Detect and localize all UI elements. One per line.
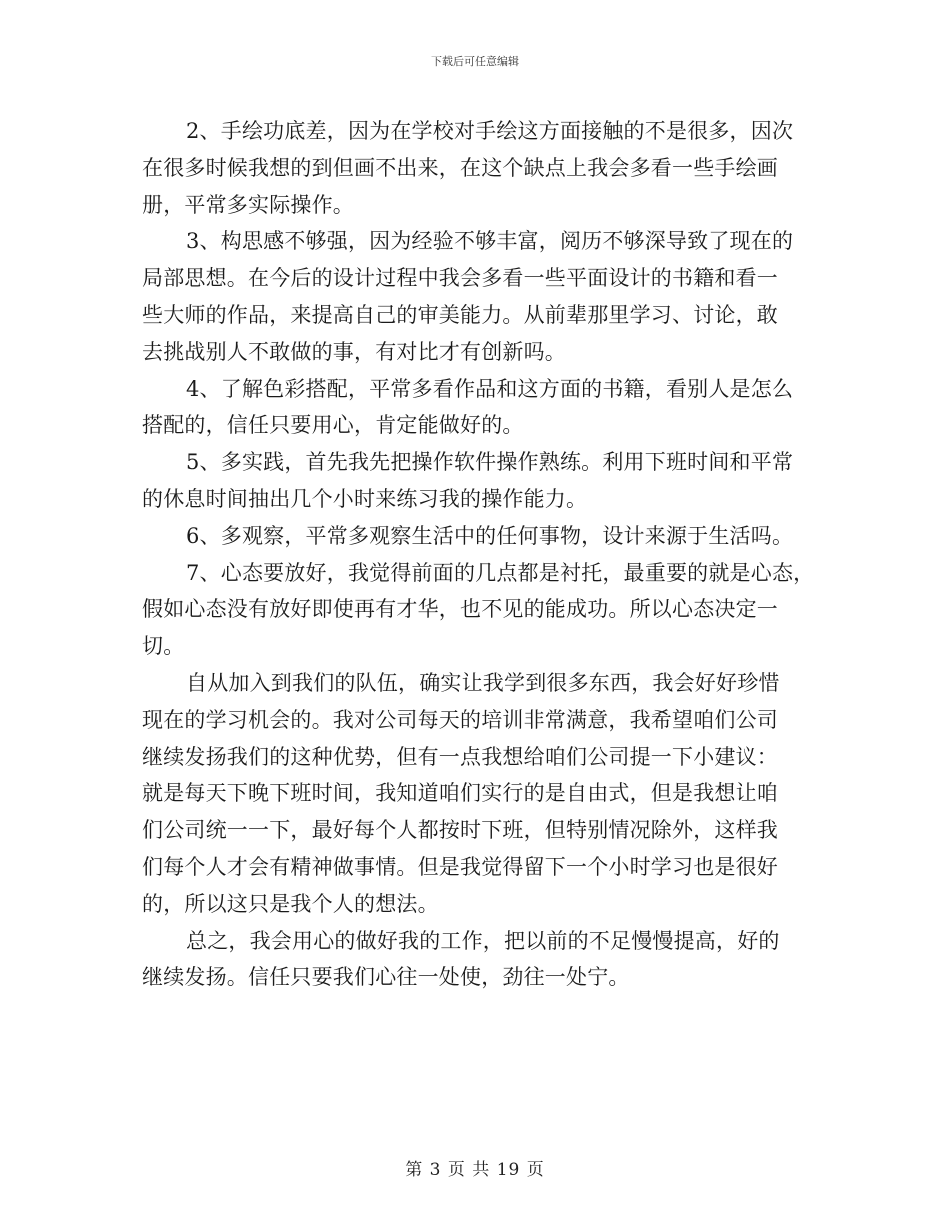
text-line: 搭配的，信任只要用心，肯定能做好的。 xyxy=(142,413,524,438)
document-body xyxy=(142,113,815,996)
text-line: 2、手绘功底差，因为在学校对手绘这方面接触的不是很多，因次 xyxy=(186,119,794,143)
text-line: 5、多实践，首先我先把操作软件操作熟练。利用下班时间和平常 xyxy=(186,450,794,475)
text-line: 假如心态没有放好即使再有才华，也不见的能成功。所以心态决定一 xyxy=(142,597,778,622)
text-line: 在很多时候我想的到但画不出来，在这个缺点上我会多看一些手绘画 xyxy=(142,155,778,180)
text-line: 切。 xyxy=(142,634,185,659)
page-number-footer: 第 3 页 共 19 页 xyxy=(405,1160,545,1180)
text-line: 就是每天下晚下班时间，我知道咱们实行的是自由式，但是我想让咱 xyxy=(142,781,778,806)
text-line: 些大师的作品，来提高自己的审美能力。从前辈那里学习、讨论，敢 xyxy=(142,302,778,327)
text-line: 总之，我会用心的做好我的工作，把以前的不足慢慢提高，好的 xyxy=(186,928,780,953)
text-line: 7、心态要放好，我觉得前面的几点都是衬托，最重要的就是心态， xyxy=(186,560,815,585)
text-line: 们每个人才会有精神做事情。但是我觉得留下一个小时学习也是很好 xyxy=(142,854,778,879)
text-line: 6、多观察，平常多观察生活中的任何事物，设计来源于生活吗。 xyxy=(186,523,794,548)
text-line: 3、构思感不够强，因为经验不够丰富，阅历不够深导致了现在的 xyxy=(186,229,794,254)
text-line: 局部思想。在今后的设计过程中我会多看一些平面设计的书籍和看一 xyxy=(142,266,778,291)
text-line: 继续发扬我们的这种优势，但有一点我想给咱们公司提一下小建议： xyxy=(142,744,778,769)
text-line: 册，平常多实际操作。 xyxy=(142,192,354,217)
text-line: 的休息时间抽出几个小时来练习我的操作能力。 xyxy=(142,486,588,511)
text-line: 的，所以这只是我个人的想法。 xyxy=(142,891,439,916)
text-line: 们公司统一一下，最好每个人都按时下班，但特别情况除外，这样我 xyxy=(142,818,778,843)
page-header: 下载后可任意编辑 xyxy=(431,55,519,68)
text-line: 现在的学习机会的。我对公司每天的培训非常满意，我希望咱们公司 xyxy=(142,707,778,732)
text-line: 自从加入到我们的队伍，确实让我学到很多东西，我会好好珍惜 xyxy=(186,670,780,695)
text-line: 4、了解色彩搭配，平常多看作品和这方面的书籍，看别人是怎么 xyxy=(186,376,794,401)
text-line: 去挑战别人不敢做的事，有对比才有创新吗。 xyxy=(142,339,566,364)
text-line: 继续发扬。信任只要我们心往一处使，劲往一处宁。 xyxy=(142,965,630,990)
